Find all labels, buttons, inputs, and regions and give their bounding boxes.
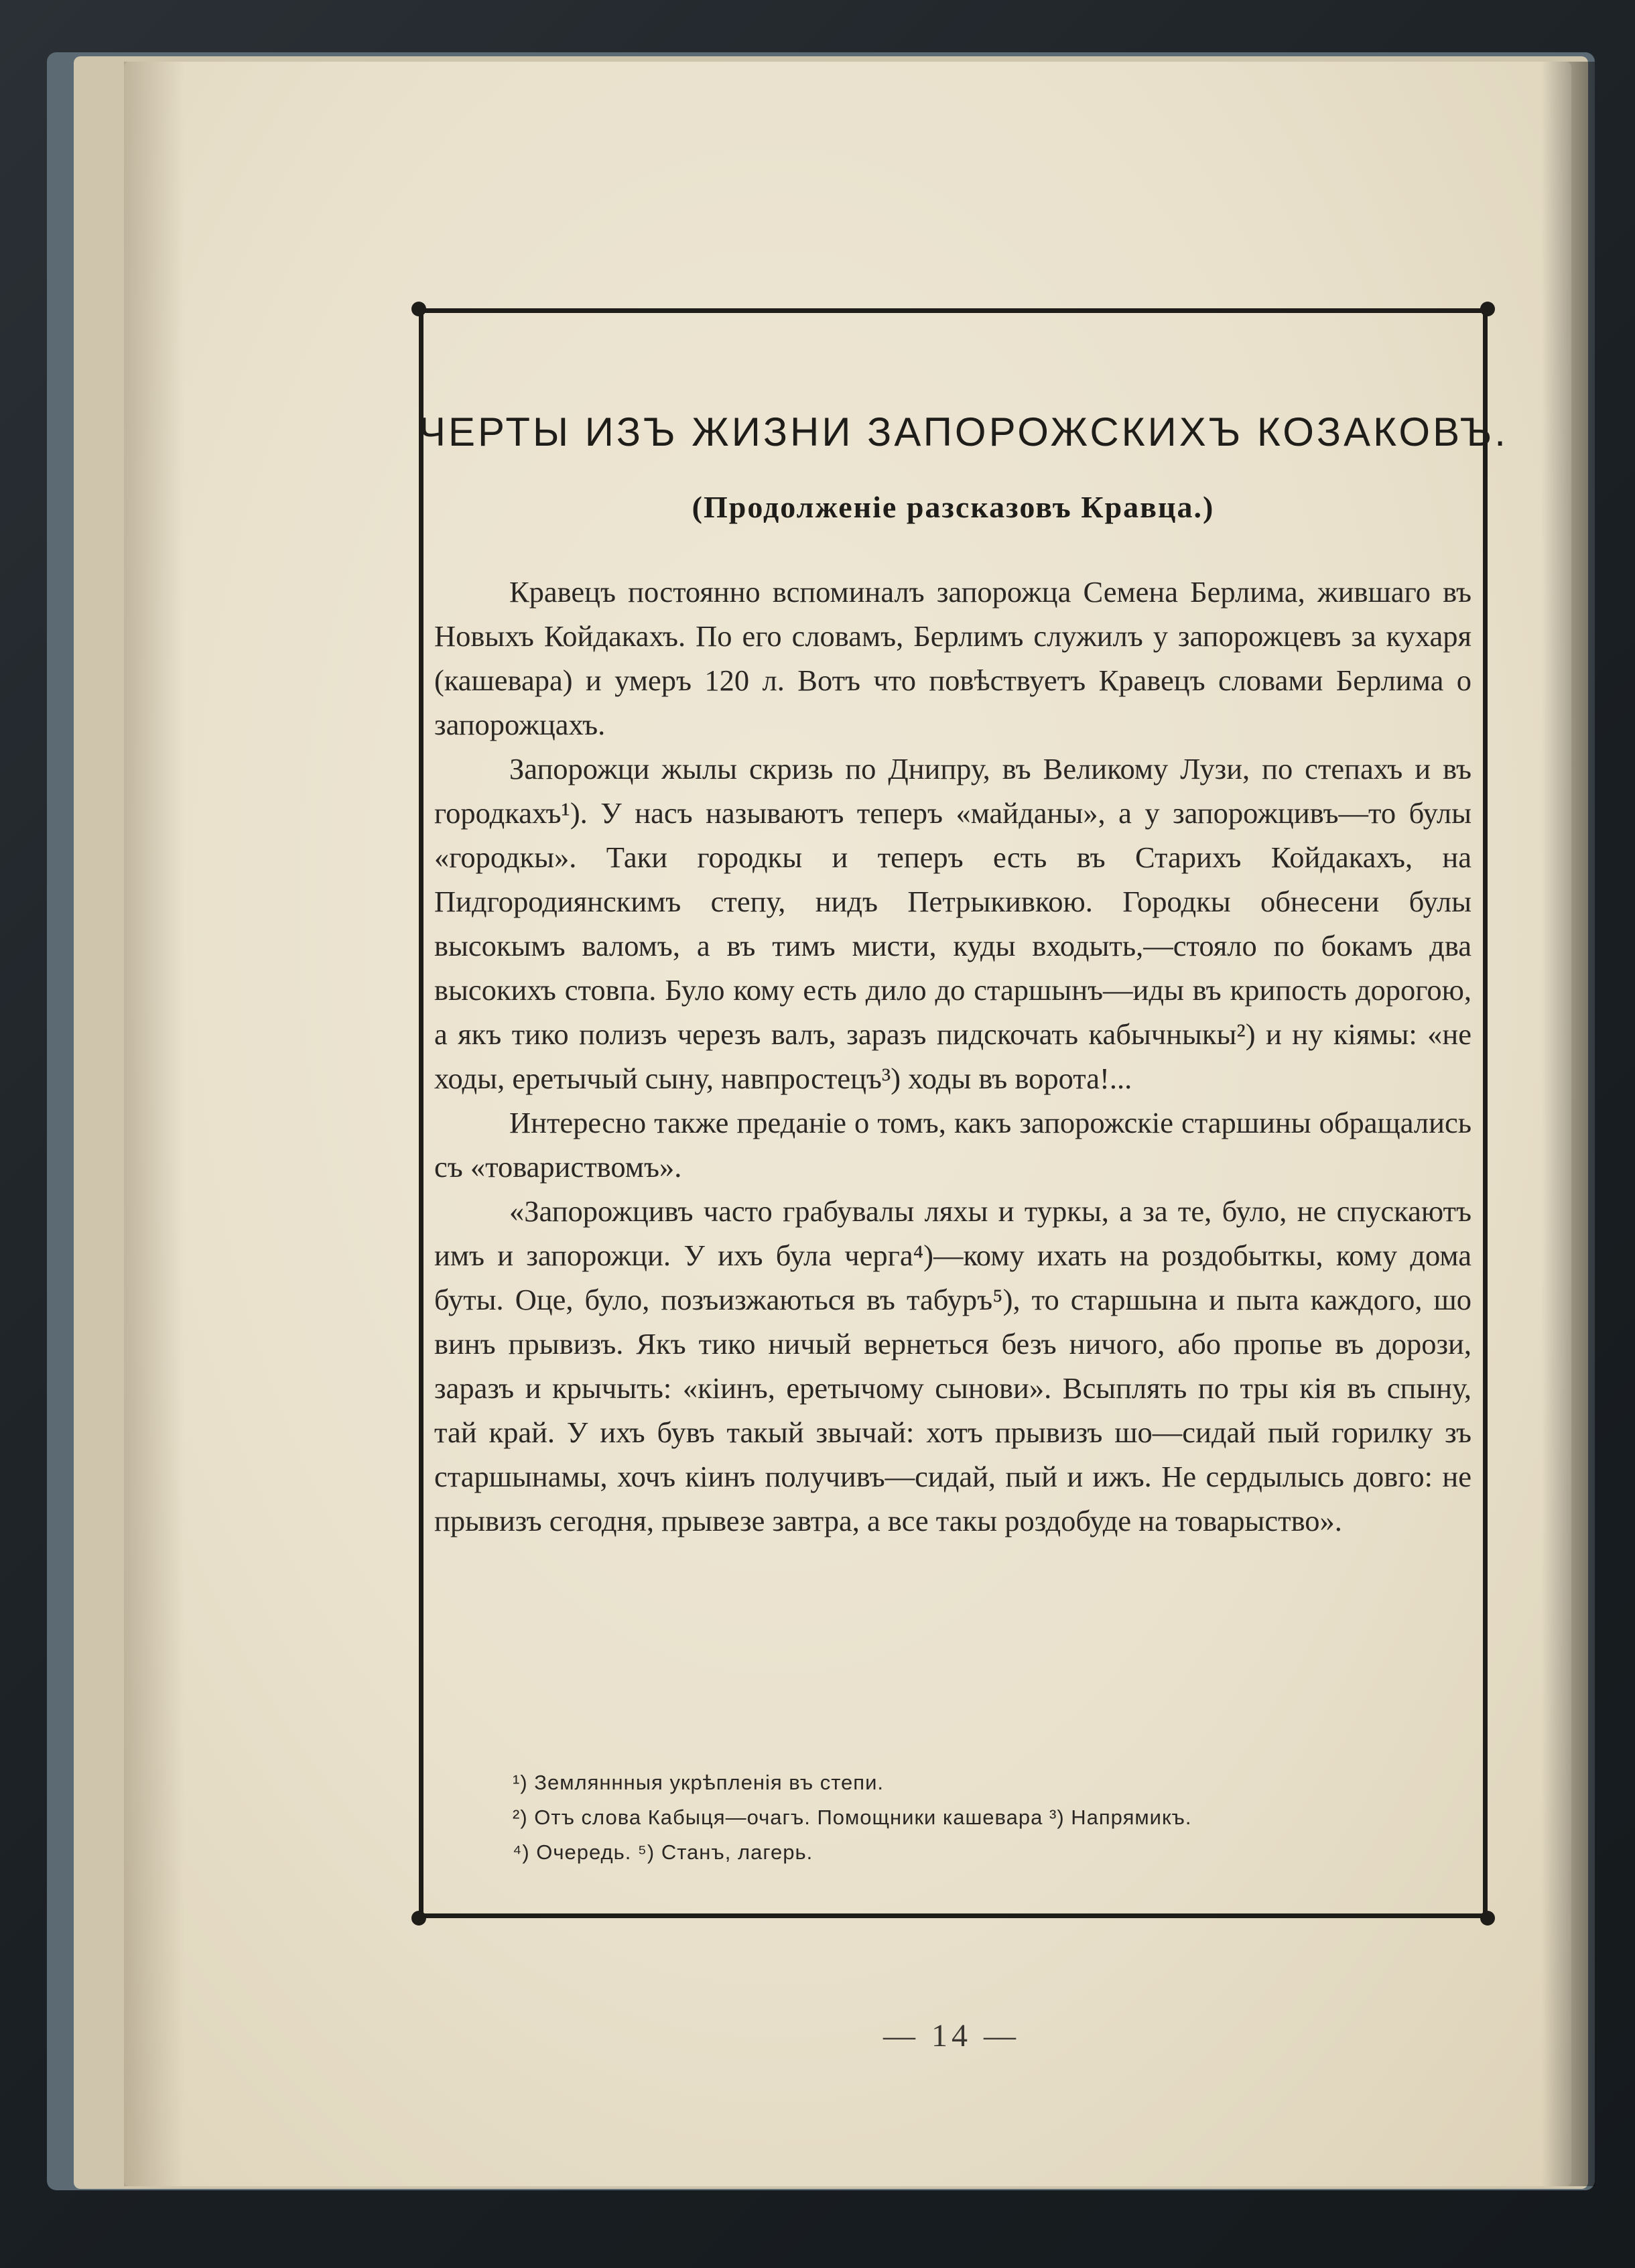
frame-corner-dot bbox=[1480, 302, 1495, 316]
article-body bbox=[434, 570, 1472, 1543]
paragraph: Запорожци жылы скризь по Днипру, въ Великому Лузи, по степахъ и въ городкахъ¹). У насъ называютъ теперъ «майданы», а у запорожцивъ—то булы «городкы». Таки городкы и теперъ есть въ Старихъ Койдакахъ, на Пидгородиянскимъ степу, нидъ Петрыкивкою. Городкы обнесени булы высокымъ валомъ, а въ тимъ мисти, куды входыть,—стояло по бокамъ два высокихъ стовпа. Було кому есть дило до старшынъ—иды въ крипость дорогою, а якъ тико полизъ черезъ валъ, заразъ пидскочать кабычныкы²) и ну кіямы: «не ходы, еретычый сыну, навпростецъ³) ходы въ ворота!... bbox=[434, 752, 1472, 1095]
page-edge-shadow bbox=[1541, 62, 1595, 2186]
frame-corner-dot bbox=[411, 1911, 426, 1926]
frame-corner-dot bbox=[1480, 1911, 1495, 1926]
page-number: — 14 — bbox=[883, 2018, 1020, 2054]
frame-corner-dot bbox=[411, 302, 426, 316]
footnote: ⁴) Очередь. ⁵) Станъ, лагерь. bbox=[513, 1840, 813, 1864]
paragraph: Интересно также преданіе о томъ, какъ запорожскіе старшины обращались съ «товариствомъ». bbox=[434, 1106, 1472, 1184]
article-title: ЧЕРТЫ ИЗЪ ЖИЗНИ ЗАПОРОЖСКИХЪ КОЗАКОВЪ. bbox=[419, 410, 1508, 454]
paragraph: «Запорожцивъ часто грабувалы ляхы и туркы, а за те, було, не спускаютъ имъ и запорожци. У ихъ була черга⁴)—кому ихать на роздобыткы, кому дома буты. Оце, було, позъизжаються въ табуръ⁵), то старшына и пыта каждого, шо винъ прывизъ. Якъ тико ничый вернеться безъ ничого, або пропье въ дорози, заразъ и крычыть: «кіинъ, еретычому сынови». Всыплять по тры кія въ спыну, тай край. У ихъ бувъ такый звычай: хотъ прывизъ шо—сидай пый горилку зъ старшынамы, хочъ кіинъ получивъ—сидай, пый и ижъ. Не сердылысь довго: не прывизъ сегодня, прывезе завтра, а все такы роздобуде на товарыство». bbox=[434, 1194, 1472, 1537]
footnote: ²) Отъ слова Кабыця—очагъ. Помощники кашевара ³) Напрямикъ. bbox=[513, 1806, 1192, 1829]
article-subtitle: (Продолженіе разсказовъ Кравца.) bbox=[692, 490, 1215, 524]
footnotes bbox=[513, 1765, 1478, 1870]
footnote: ¹) Земляннныя укрѣпленія въ степи. bbox=[513, 1771, 885, 1794]
paragraph: Кравецъ постоянно вспоминалъ запорожца Семена Берлима, жившаго въ Новыхъ Койдакахъ. По его словамъ, Берлимъ служилъ у запорожцевъ за кухаря (кашевара) и умеръ 120 л. Вотъ что повѣствуетъ Кравецъ словами Берлима о запорожцахъ. bbox=[434, 575, 1472, 741]
page-gutter bbox=[124, 62, 184, 2186]
